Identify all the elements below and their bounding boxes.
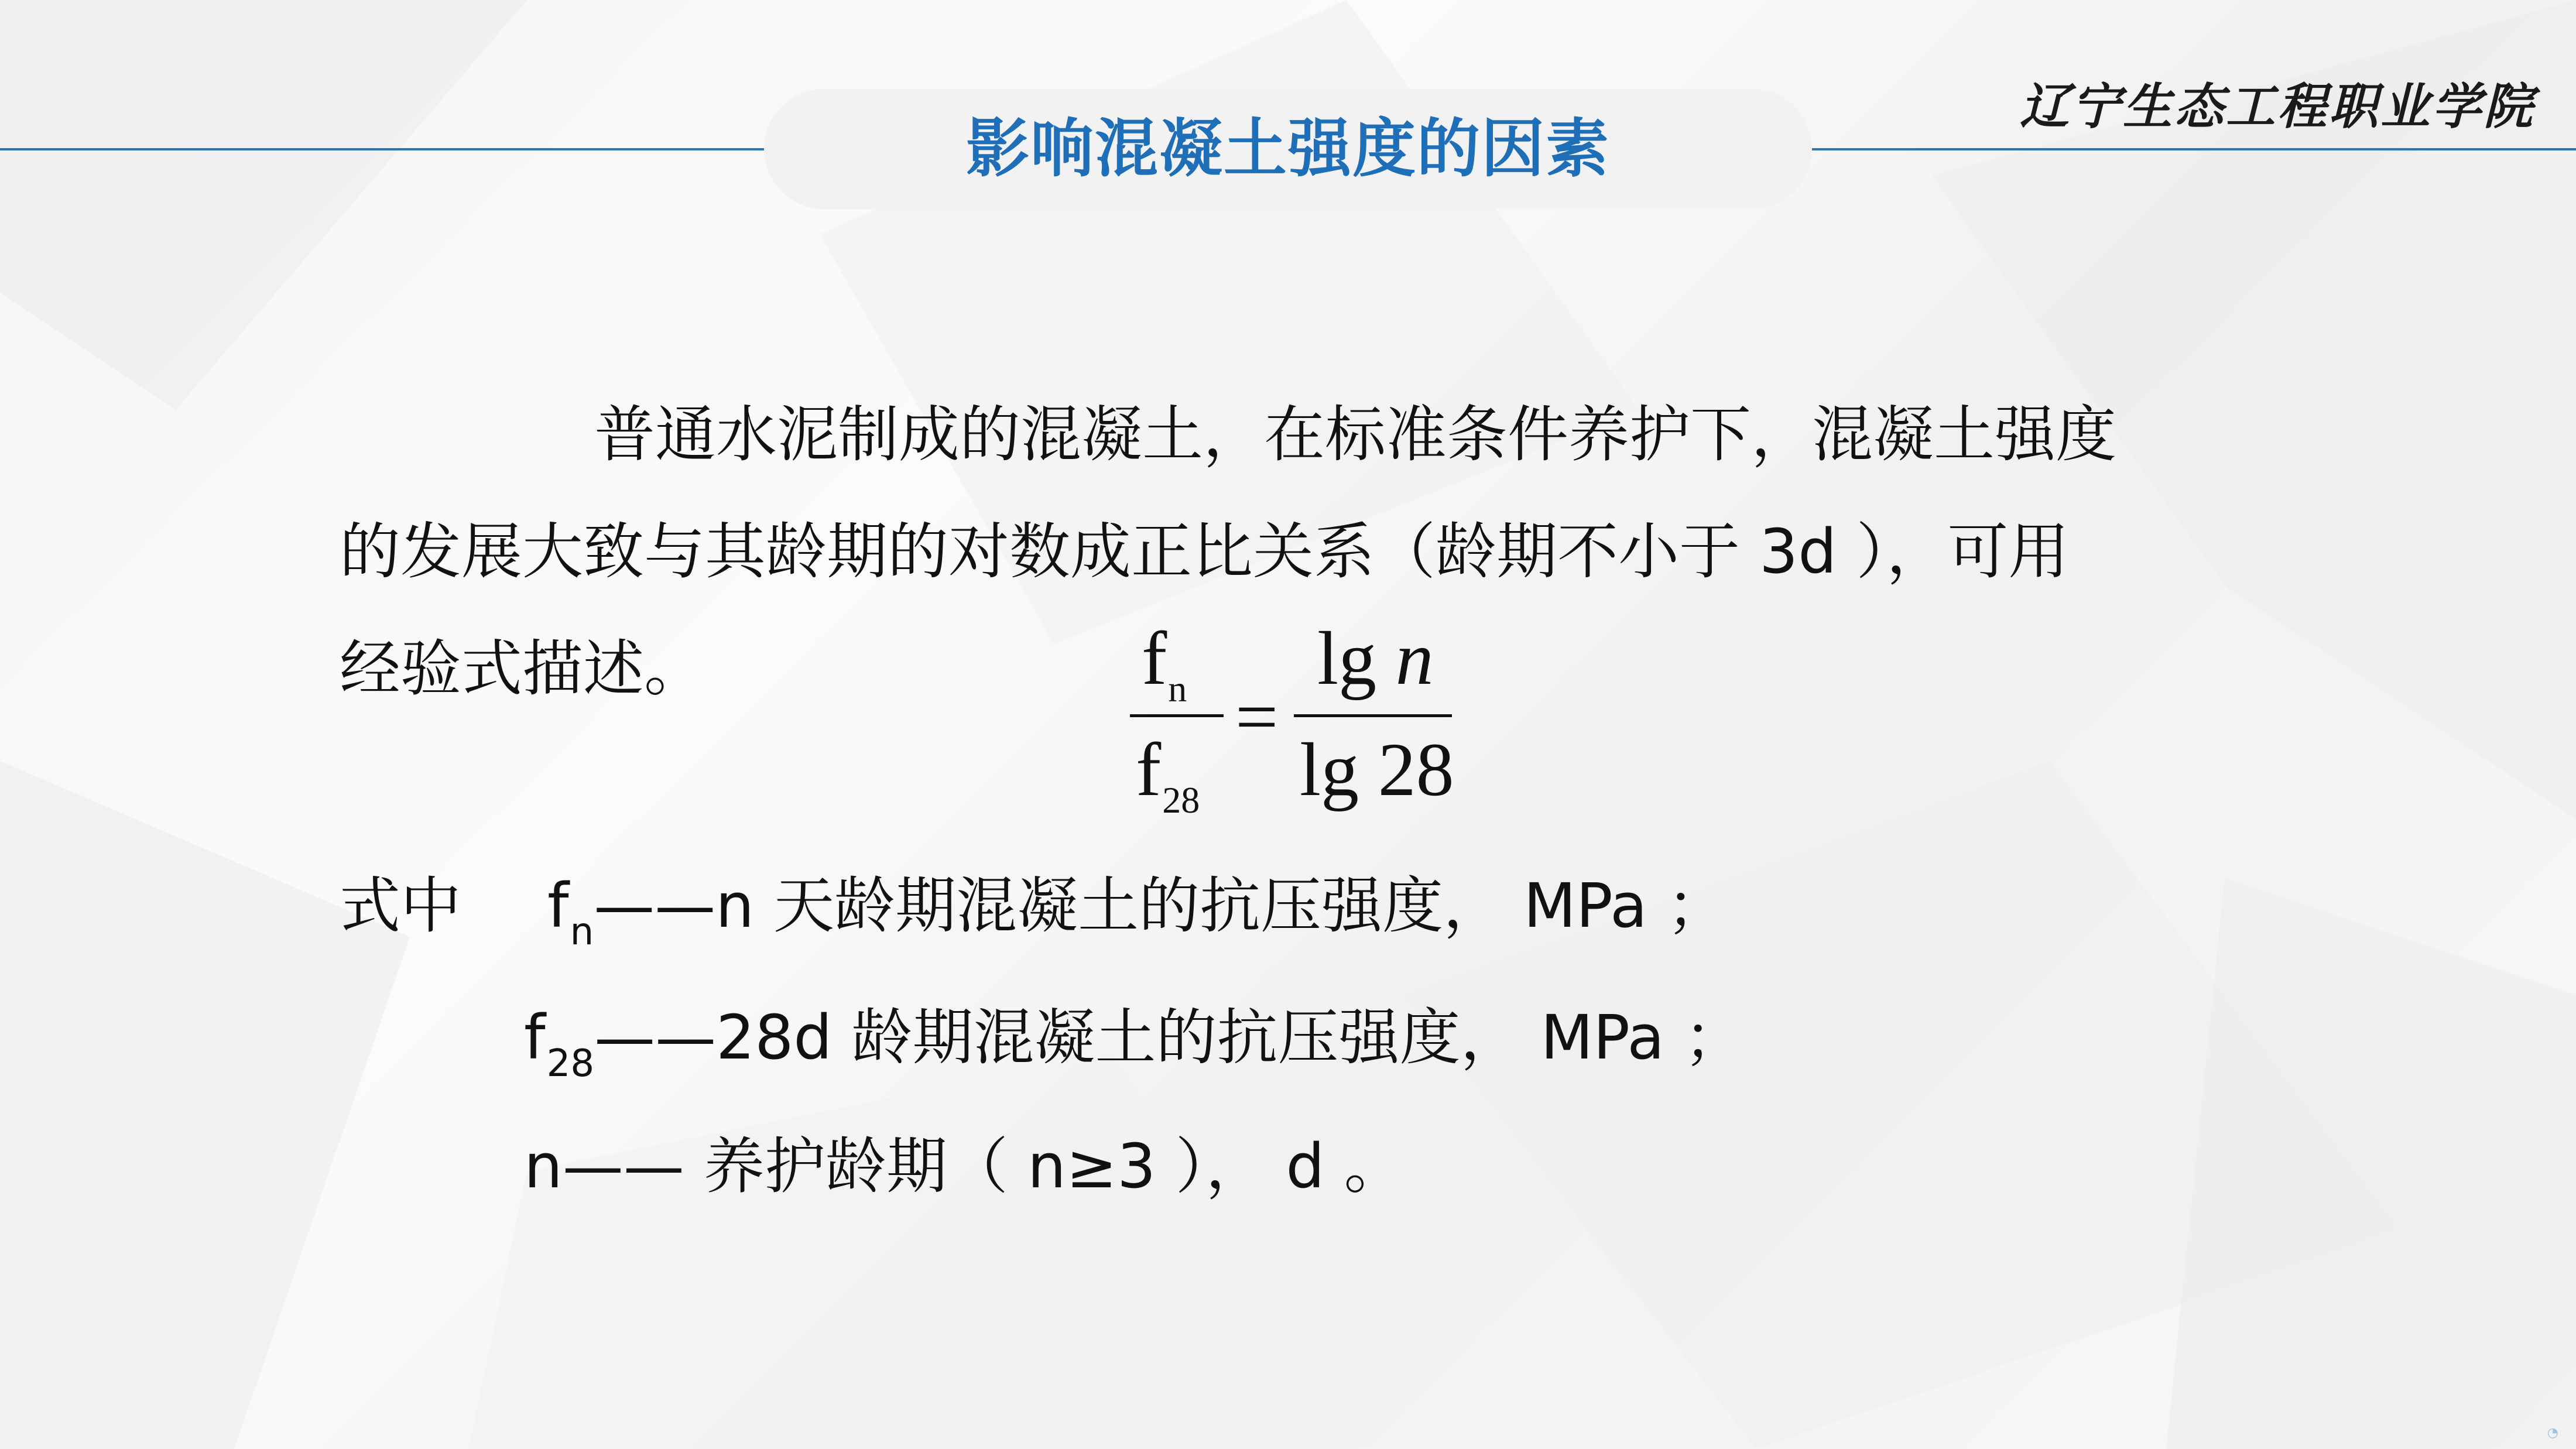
formula-numerator-right	[1317, 615, 1434, 703]
formula-f-symbol: f	[1142, 616, 1167, 701]
definition-fn	[547, 870, 1728, 954]
strength-age-formula	[1112, 615, 1464, 837]
definition-fn-subscript: n	[570, 910, 594, 954]
fraction-bar-left	[1130, 714, 1224, 717]
formula-denominator-right: lg 28	[1300, 728, 1454, 812]
formula-denominator-left	[1136, 726, 1200, 821]
definition-fn-symbol: f	[547, 870, 569, 941]
paragraph-line-2: 的发展大致与其龄期的对数成正比关系（龄期不小于 3d ），可用	[340, 516, 2070, 587]
definition-f28-text: ——28d 龄期混凝土的抗压强度， MPa ；	[594, 1002, 1745, 1073]
header-rule-left	[0, 148, 764, 150]
definition-fn-text: ——n 天龄期混凝土的抗压强度， MPa ；	[594, 870, 1728, 941]
definition-f28-symbol: f	[524, 1002, 546, 1073]
paragraph-line-1: 普通水泥制成的混凝土，在标准条件养护下，混凝土强度	[594, 399, 2117, 470]
definition-f28-subscript: 28	[546, 1042, 595, 1085]
definition-f28	[524, 1002, 1745, 1085]
paragraph-line-3: 经验式描述。	[340, 633, 705, 704]
formula-f-symbol-28: f	[1136, 728, 1162, 812]
formula-28-subscript: 28	[1162, 779, 1200, 821]
formula-n-variable: n	[1395, 616, 1434, 701]
fraction-bar-right	[1294, 714, 1452, 717]
formula-lg-text: lg	[1317, 616, 1377, 701]
definitions-intro: 式中	[340, 870, 462, 941]
header-rule-right	[1812, 148, 2576, 150]
formula-n-subscript: n	[1168, 668, 1187, 710]
watermark-icon: ◔	[2547, 1426, 2558, 1440]
definition-n: n—— 养护龄期（ n≥3 ）， d 。	[524, 1131, 1405, 1202]
slide-title: 影响混凝土强度的因素	[965, 112, 1610, 186]
formula-numerator-left	[1142, 615, 1187, 710]
formula-equals: =	[1235, 675, 1279, 759]
institution-logo-text: 辽宁生态工程职业学院	[2019, 77, 2535, 135]
